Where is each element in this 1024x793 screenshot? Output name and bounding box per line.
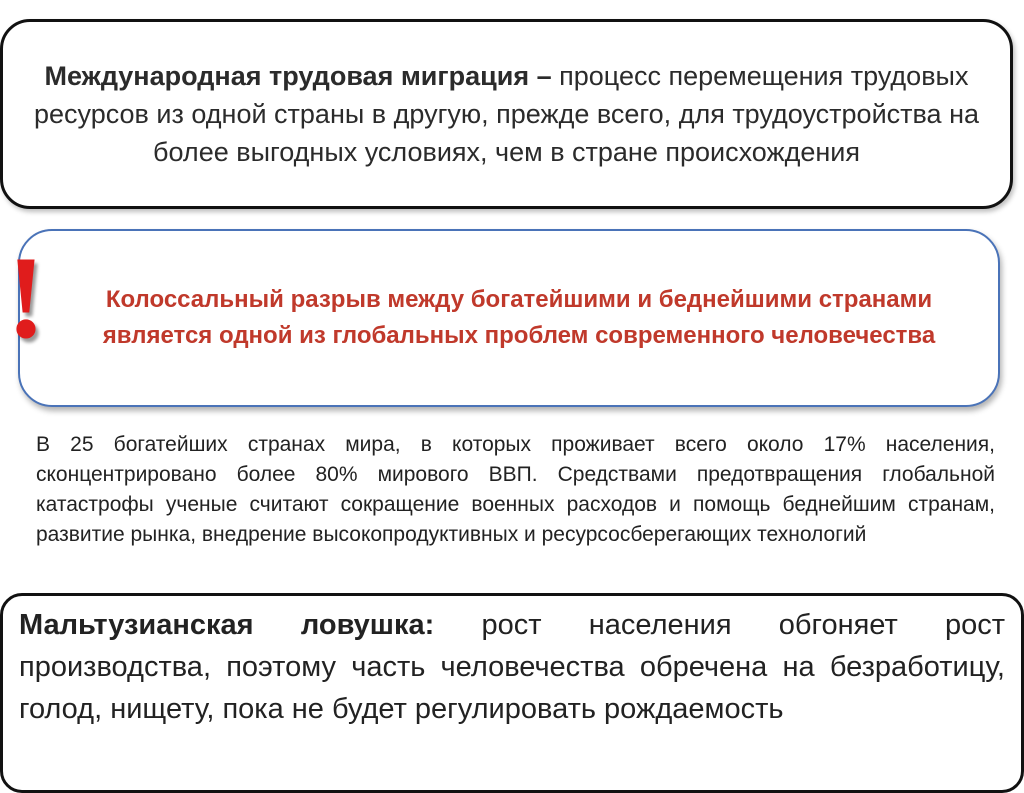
statistics-paragraph: В 25 богатейших странах мира, в которых проживает всего около 17% населения, сконцентрировано более 80% мирового ВВП. Средствами предотвращения глобальной катастрофы ученые считают сокращение военных расходов и помощь беднейшим странам, развитие рынка, внедрение высокопродуктивных и ресурсосберегающих технологий xyxy=(36,433,995,546)
definition-box xyxy=(0,19,1013,209)
malthus-body: рост населения обгоняет рост производства, поэтому часть человечества обречена на безработицу, голод, нищету, пока не будет регулировать рождаемость xyxy=(19,609,1006,725)
definition-text xyxy=(27,57,986,171)
definition-term: Международная трудовая миграция – xyxy=(44,61,552,91)
exclamation-icon: ! xyxy=(6,232,46,363)
malthus-term: Мальтузианская ловушка: xyxy=(19,609,435,641)
definition-body: процесс перемещения трудовых ресурсов из одной страны в другую, прежде всего, для трудоустройства на более выгодных условиях, чем в стране происхождения xyxy=(33,61,979,167)
callout-text: Колоссальный разрыв между богатейшими и беднейшими странами является одной из глобальных проблем современного человечества xyxy=(102,286,936,349)
malthus-box xyxy=(0,593,1024,793)
callout-box xyxy=(18,229,1000,407)
malthus-text xyxy=(19,604,1005,730)
